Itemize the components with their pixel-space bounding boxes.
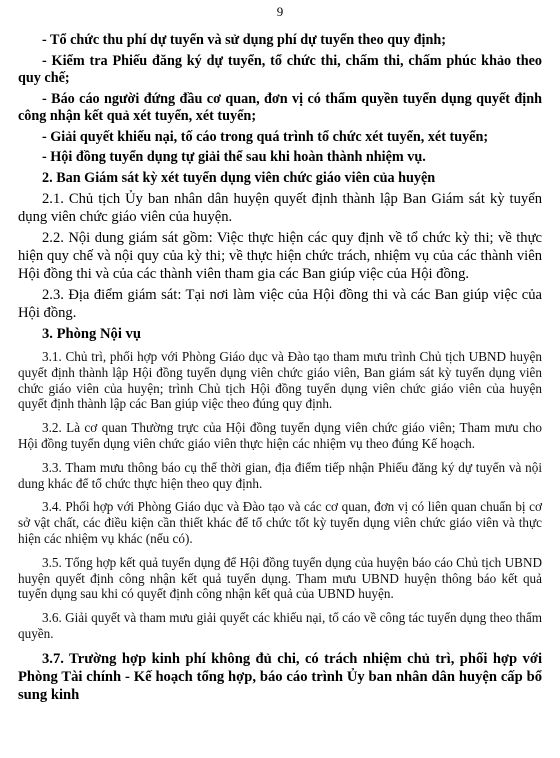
page-number: 9	[276, 4, 284, 19]
paragraph-check-registration: - Kiểm tra Phiếu đăng ký dự tuyển, tổ chức thi, chấm thi, chấm phúc khảo theo quy chế;	[18, 52, 542, 86]
paragraph-council-dissolve: - Hội đồng tuyển dụng tự giải thể sau khi hoàn thành nhiệm vụ.	[42, 149, 426, 165]
paragraph-3-6: 3.6. Giải quyết và tham mưu giải quyết các khiếu nại, tố cáo về công tác tuyển dụng theo thẩm quyền.	[18, 610, 542, 641]
paragraph-2-2: 2.2. Nội dung giám sát gồm: Việc thực hiện các quy định về tổ chức kỳ thi; về thực hiện quy chế và nội quy của kỳ thi; về thực hiện chức trách, nhiệm vụ của các thành viên Hội đồng thi và của các thành viên tham gia các Ban giúp việc của Hội đồng.	[18, 230, 542, 282]
section-heading-home-affairs: 3. Phòng Nội vụ	[42, 326, 141, 342]
paragraph-3-1: 3.1. Chủ trì, phối hợp với Phòng Giáo dục và Đào tạo tham mưu trình Chủ tịch UBND huyện quyết định thành lập Hội đồng tuyển dụng viên chức giáo viên, Ban giám sát kỳ tuyển dụng viên chức giáo viên của huyện; trình Chủ tịch Hội đồng tuyển dụng viên chức giáo viên của huyện quyết định thành lập các Ban giúp việc theo đúng quy định.	[18, 349, 542, 412]
paragraph-report-results: - Báo cáo người đứng đầu cơ quan, đơn vị có thẩm quyền tuyển dụng quyết định công nhận kết quả xét tuyển, xét tuyển;	[18, 90, 542, 124]
paragraph-3-3: 3.3. Tham mưu thông báo cụ thể thời gian, địa điểm tiếp nhận Phiếu đăng ký dự tuyển và nội dung khác để tổ chức thực hiện theo quy định.	[18, 459, 542, 491]
paragraph-complaints: - Giải quyết khiếu nại, tố cáo trong quá trình tổ chức xét tuyển, xét tuyển;	[42, 128, 489, 145]
paragraph-2-3: 2.3. Địa điểm giám sát: Tại nơi làm việc của Hội đồng thi và các Ban giúp việc của Hội đồng.	[18, 287, 542, 321]
paragraph-3-4: 3.4. Phối hợp với Phòng Giáo dục và Đào tạo và các cơ quan, đơn vị có liên quan chuẩn bị cơ sở vật chất, các điều kiện cần thiết khác để tổ chức tốt kỳ tuyển dụng viên chức giáo viên và thực hiện các nhiệm vụ khác (nếu có).	[18, 499, 542, 546]
paragraph-fee: - Tổ chức thu phí dự tuyển và sử dụng phí dự tuyển theo quy định;	[42, 32, 446, 48]
paragraph-3-5: 3.5. Tổng hợp kết quả tuyển dụng để Hội đồng tuyển dụng của huyện báo cáo Chủ tịch UBND huyện quyết định công nhận kết quả tuyển dụng. Tham mưu UBND huyện thông báo kết quả tuyển dụng sau khi có quyết định công nhận kết quả của UBND huyện.	[18, 554, 542, 602]
section-heading-supervision: 2. Ban Giám sát kỳ xét tuyển dụng viên chức giáo viên của huyện	[42, 169, 436, 186]
paragraph-3-7: 3.7. Trường hợp kinh phí không đủ chi, có trách nhiệm chủ trì, phối hợp với Phòng Tài chính - Kế hoạch tổng hợp, báo cáo trình Ủy ban nhân dân huyện cấp bổ sung kinh	[18, 650, 542, 703]
paragraph-3-2: 3.2. Là cơ quan Thường trực của Hội đồng tuyển dụng viên chức giáo viên; Tham mưu cho Hội đồng tuyển dụng viên chức giáo viên thực hiện các nhiệm vụ theo đúng Kế hoạch.	[18, 420, 542, 451]
paragraph-2-1: 2.1. Chủ tịch Ủy ban nhân dân huyện quyết định thành lập Ban Giám sát kỳ tuyển dụng viên chức giáo viên của huyện.	[18, 191, 542, 225]
document-body	[18, 32, 542, 704]
